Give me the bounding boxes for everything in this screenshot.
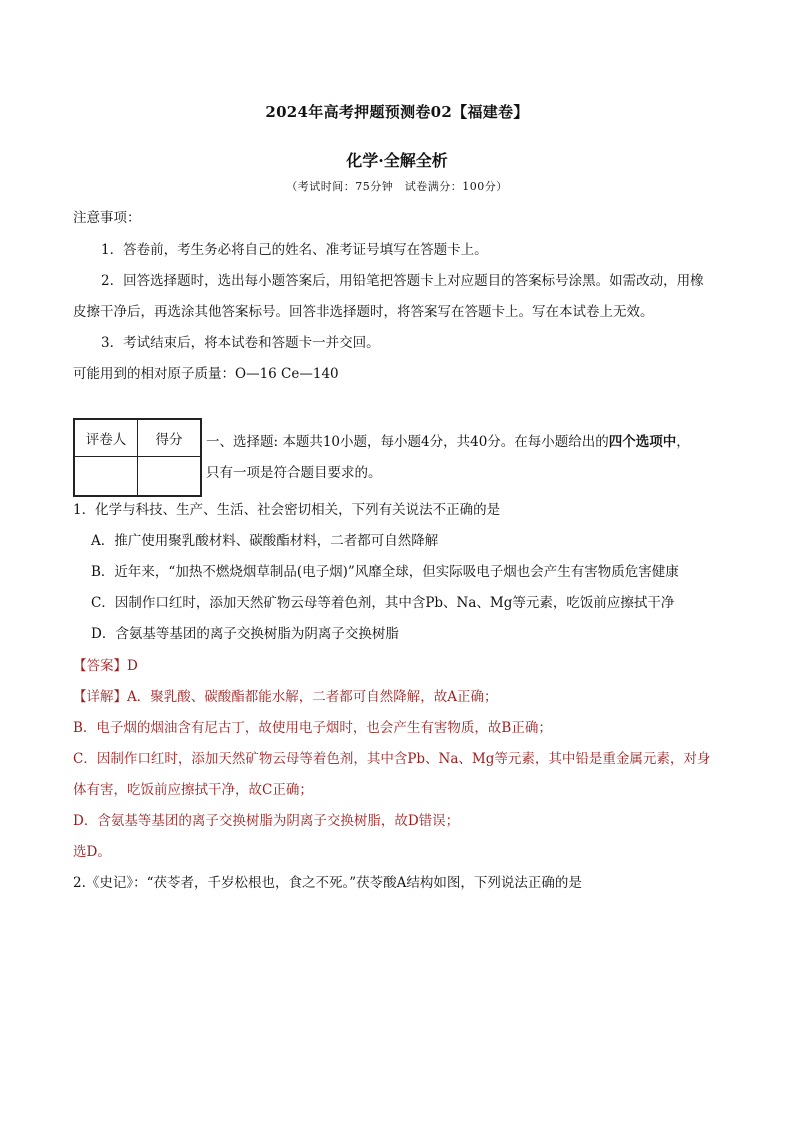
page-subtitle: 化学·全解全析 — [346, 151, 448, 170]
notice-item-2-line-2: 皮擦干净后，再选涂其他答案标号。回答非选择题时，将答案写在答题卡上。写在本试卷上无效。 — [73, 304, 654, 320]
score-table — [73, 418, 202, 497]
question-1-detail-c-line-1: C．因制作口红时，添加天然矿物云母等着色剂，其中含Pb、Na、Mg等元素，其中铅是重金属元素，对身 — [73, 751, 711, 767]
question-1-stem: 1．化学与科技、生产、生活、社会密切相关，下列有关说法不正确的是 — [73, 502, 501, 518]
question-1-option-c: C．因制作口红时，添加天然矿物云母等着色剂，其中含Pb、Na、Mg等元素，吃饭前应擦拭干净 — [91, 595, 675, 611]
question-2-stem: 2.《史记》：“茯苓者，千岁松根也，食之不死。”茯苓酸A结构如图，下列说法正确的是 — [73, 875, 582, 891]
question-1-detail-b: B．电子烟的烟油含有尼古丁，故使用电子烟时，也会产生有害物质，故B正确； — [73, 720, 552, 736]
detail-a-text: A．聚乳酸、碳酸酯都能水解，二者都可自然降解，故A正确； — [127, 689, 498, 705]
notice-heading: 注意事项： — [73, 210, 141, 226]
notice-item-2-line-1: 2．回答选择题时，选出每小题答案后，用铅笔把答题卡上对应题目的答案标号涂黑。如需改动，用橡 — [101, 273, 704, 289]
section-heading-emphasis: 四个选项中 — [608, 434, 677, 450]
section-heading-suffix: ， — [676, 434, 690, 450]
score-table-header-grader: 评卷人 — [74, 419, 138, 457]
question-1-option-b: B．近年来，“加热不燃烧烟草制品(电子烟)”风靡全球，但实际吸电子烟也会产生有害物质危害健康 — [91, 564, 679, 580]
score-table-cell-grader — [74, 457, 138, 497]
notice-item-1: 1．答卷前，考生务必将自己的姓名、准考证号填写在答题卡上。 — [101, 242, 488, 258]
question-1-option-a: A．推广使用聚乳酸材料、碳酸酯材料，二者都可自然降解 — [91, 533, 439, 549]
question-1-option-d: D．含氨基等基团的离子交换树脂为阴离子交换树脂 — [91, 626, 399, 642]
question-1-detail-a — [73, 687, 498, 707]
question-1-detail-d: D．含氨基等基团的离子交换树脂为阴离子交换树脂，故D错误； — [73, 813, 460, 829]
notice-item-3: 3．考试结束后，将本试卷和答题卡一并交回。 — [101, 335, 380, 351]
score-table-cell-score — [138, 457, 202, 497]
question-1-answer: 【答案】D — [73, 658, 138, 674]
exam-info: （考试时间：75分钟 试卷满分：100分） — [286, 180, 508, 193]
atomic-mass-note: 可能用到的相对原子质量：O—16 Ce—140 — [73, 366, 339, 382]
question-1-conclusion: 选D。 — [73, 844, 111, 860]
section-heading-line-2: 只有一项是符合题目要求的。 — [206, 465, 382, 481]
score-table-header-score: 得分 — [138, 419, 202, 457]
detail-label: 【详解】 — [73, 689, 127, 705]
section-heading-line-1 — [206, 432, 690, 452]
section-heading-text: 一、选择题: 本题共10小题，每小题4分，共40分。在每小题给出的 — [206, 434, 609, 450]
question-1-detail-c-line-2: 体有害，吃饭前应擦拭干净，故C正确； — [73, 782, 313, 798]
page-title: 2024年高考押题预测卷02【福建卷】 — [265, 103, 529, 121]
